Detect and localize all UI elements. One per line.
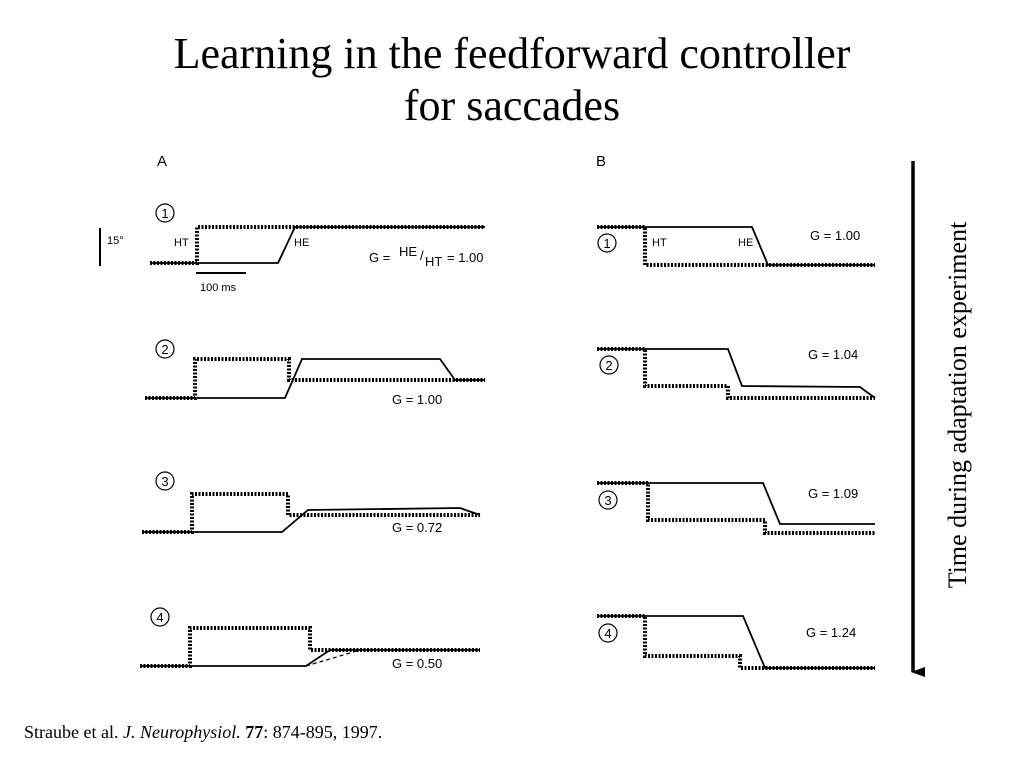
gain-formula xyxy=(369,244,484,269)
svg-text:HE: HE xyxy=(399,244,418,259)
eye-trace-dashed xyxy=(306,650,360,666)
trial-number: 1 xyxy=(603,236,611,251)
panel-b-trial-3 xyxy=(597,483,875,533)
trial-number: 2 xyxy=(605,358,613,373)
trial-number: 4 xyxy=(604,626,612,641)
gain-value: G = 1.00 xyxy=(392,392,443,407)
citation xyxy=(24,722,382,743)
trial-number: 1 xyxy=(161,206,169,221)
gain-value: G = 1.04 xyxy=(808,347,859,362)
gain-value: G = 1.09 xyxy=(808,486,859,501)
svg-text:HT: HT xyxy=(425,254,443,269)
time-scale-label: 100 ms xyxy=(200,282,237,294)
panel-a-label: A xyxy=(157,153,168,170)
panel-a-trial-2 xyxy=(145,340,485,407)
slide-title-line-2: for saccades xyxy=(403,81,621,130)
trial-number: 4 xyxy=(156,610,164,625)
svg-text:= 1.00: = 1.00 xyxy=(447,250,484,265)
citation-pages: : 874-895, 1997. xyxy=(263,722,383,742)
trial-number: 3 xyxy=(604,493,612,508)
time-axis-label: Time during adaptation experiment xyxy=(943,221,972,589)
target-label: HT xyxy=(174,237,189,249)
citation-volume: 77 xyxy=(240,722,264,742)
gain-value: G = 0.72 xyxy=(392,520,443,535)
svg-text:G =: G = xyxy=(369,250,391,265)
target-label: HT xyxy=(652,237,667,249)
target-trace xyxy=(597,616,875,668)
panel-b-trial-2 xyxy=(597,347,875,398)
eye-label: HE xyxy=(738,237,754,249)
amplitude-scale-label: 15° xyxy=(107,235,124,247)
citation-journal: J. Neurophysiol. xyxy=(122,722,241,742)
gain-value: G = 1.00 xyxy=(810,228,861,243)
gain-value: G = 0.50 xyxy=(392,656,443,671)
citation-authors: Straube et al. xyxy=(24,722,123,742)
eye-label: HE xyxy=(294,237,310,249)
svg-text:/: / xyxy=(420,248,424,263)
trial-number: 3 xyxy=(161,474,169,489)
panel-b-trial-4 xyxy=(597,616,875,668)
panel-b-trial-1 xyxy=(597,227,875,265)
slide-title-line-1: Learning in the feedforward controller xyxy=(173,29,851,78)
gain-value: G = 1.24 xyxy=(806,625,857,640)
trial-number: 2 xyxy=(161,342,169,357)
eye-trace xyxy=(597,616,875,668)
panel-a-trial-1 xyxy=(150,204,485,269)
panel-b-label: B xyxy=(596,153,607,170)
panel-a-trial-4 xyxy=(140,608,480,671)
panel-a-trial-3 xyxy=(142,472,480,535)
